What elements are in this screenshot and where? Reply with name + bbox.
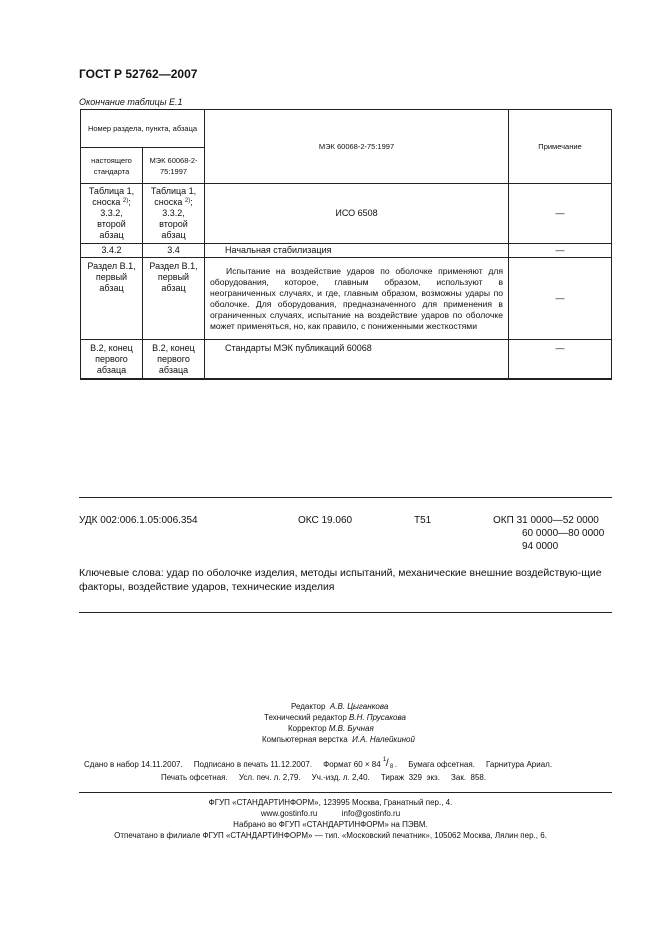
divider-publisher: [79, 792, 612, 793]
cell-this-standard: Таблица 1, сноска $^{2)}$; 3.3.2, второй абзац: [81, 184, 143, 244]
credit-corrector: Корректор М.В. Бучная: [288, 724, 374, 733]
cell-note: —: [509, 184, 612, 244]
table-row: [81, 258, 612, 340]
cell-note: —: [509, 340, 612, 379]
udk-code: УДК 002:006.1.05:006.354: [79, 515, 198, 526]
credit-layout: Компьютерная верстка И.А. Налейкиной: [262, 735, 415, 744]
publisher-contacts: [0, 808, 661, 819]
header-iec-clause: МЭК 60068-2-75:1997: [143, 148, 205, 184]
publisher-email[interactable]: info@gostinfo.ru: [341, 809, 401, 818]
correspondence-table: [80, 109, 612, 380]
cell-iec-clause: Раздел В.1, первый абзац: [143, 258, 205, 340]
cell-iec-text: Испытание на воздействие ударов по оболочке применяют для оборудования, которое, главным образом, используют в неограниченных случаях, и где, главным образом, возможны удары по оболочке. Для оборудования, предназначенного для применения в ограниченных случаях, испытание на воздействие ударов по оболочке может применяться, но, как правило, с пониженными жесткостями: [205, 258, 509, 340]
cell-this-standard: В.2, конец первого абзаца: [81, 340, 143, 379]
table-caption: Окончание таблицы Е.1: [79, 97, 183, 107]
header-note: Примечание: [509, 110, 612, 184]
okp-code-1: ОКП 31 0000—52 0000: [493, 515, 599, 526]
header-iec-standard: МЭК 60068-2-75:1997: [205, 110, 509, 184]
publisher-address: ФГУП «СТАНДАРТИНФОРМ», 123995 Москва, Гранатный пер., 4.: [208, 798, 453, 807]
okp-code-3: 94 0000: [522, 541, 559, 552]
cell-iec-text: Начальная стабилизация: [205, 244, 509, 258]
standard-header: ГОСТ Р 52762—2007: [79, 67, 198, 81]
publisher-printer: Отпечатано в филиале ФГУП «СТАНДАРТИНФОРМ» — тип. «Московский печатник», 105062 Москва, Лялин пер., 6.: [114, 831, 547, 840]
tech-editor-name: В.Н. Прусакова: [349, 713, 406, 722]
keywords: Ключевые слова: удар по оболочке изделия, методы испытаний, механические внешние воздействую-щие факторы, воздействие ударов, технические изделия: [79, 567, 602, 593]
imprint-line-1: Сдано в набор 14.11.2007. Подписано в печать 11.12.2007. Формат 60 × 84 1 / 8 . Бумага офсетная. Гарнитура Ариал.: [84, 757, 553, 770]
cell-iec-clause: Таблица 1, сноска $^{2)}$; 3.3.2, второй абзац: [143, 184, 205, 244]
credit-tech-editor: Технический редактор В.Н. Прусакова: [264, 713, 406, 722]
cell-iec-text: ИСО 6508: [205, 184, 509, 244]
publisher-website[interactable]: www.gostinfo.ru: [260, 809, 318, 818]
cell-this-standard: 3.4.2: [81, 244, 143, 258]
layout-name: И.А. Налейкиной: [352, 735, 415, 744]
divider-keywords: [79, 612, 612, 613]
oks-code: ОКС 19.060: [298, 515, 353, 526]
divider-top: [79, 497, 612, 498]
publisher-typeset: Набрано во ФГУП «СТАНДАРТИНФОРМ» на ПЭВМ.: [233, 820, 428, 829]
cell-iec-text: Стандарты МЭК публикаций 60068: [205, 340, 509, 379]
okp-code-2: 60 0000—80 0000: [522, 528, 605, 539]
format-fraction: 1 / 8: [382, 757, 394, 770]
table-row: [81, 184, 612, 244]
editor-name: А.В. Цыганкова: [329, 702, 389, 711]
cell-iec-clause: В.2, конец первого абзаца: [143, 340, 205, 379]
t-code: Т51: [414, 515, 432, 526]
imprint-line-2: Печать офсетная. Усл. печ. л. 2,79. Уч.-изд. л. 2,40. Тираж 329 экз. Зак. 858.: [161, 773, 487, 782]
credit-editor: Редактор А.В. Цыганкова: [291, 702, 389, 711]
cell-note: —: [509, 244, 612, 258]
header-this-standard: настоящего стандарта: [81, 148, 143, 184]
cell-this-standard: Раздел В.1, первый абзац: [81, 258, 143, 340]
cell-iec-clause: 3.4: [143, 244, 205, 258]
table-row: [81, 340, 612, 379]
cell-note: —: [509, 258, 612, 340]
corrector-name: М.В. Бучная: [328, 724, 374, 733]
table-row: [81, 244, 612, 258]
header-section-number: Номер раздела, пункта, абзаца: [81, 110, 205, 148]
